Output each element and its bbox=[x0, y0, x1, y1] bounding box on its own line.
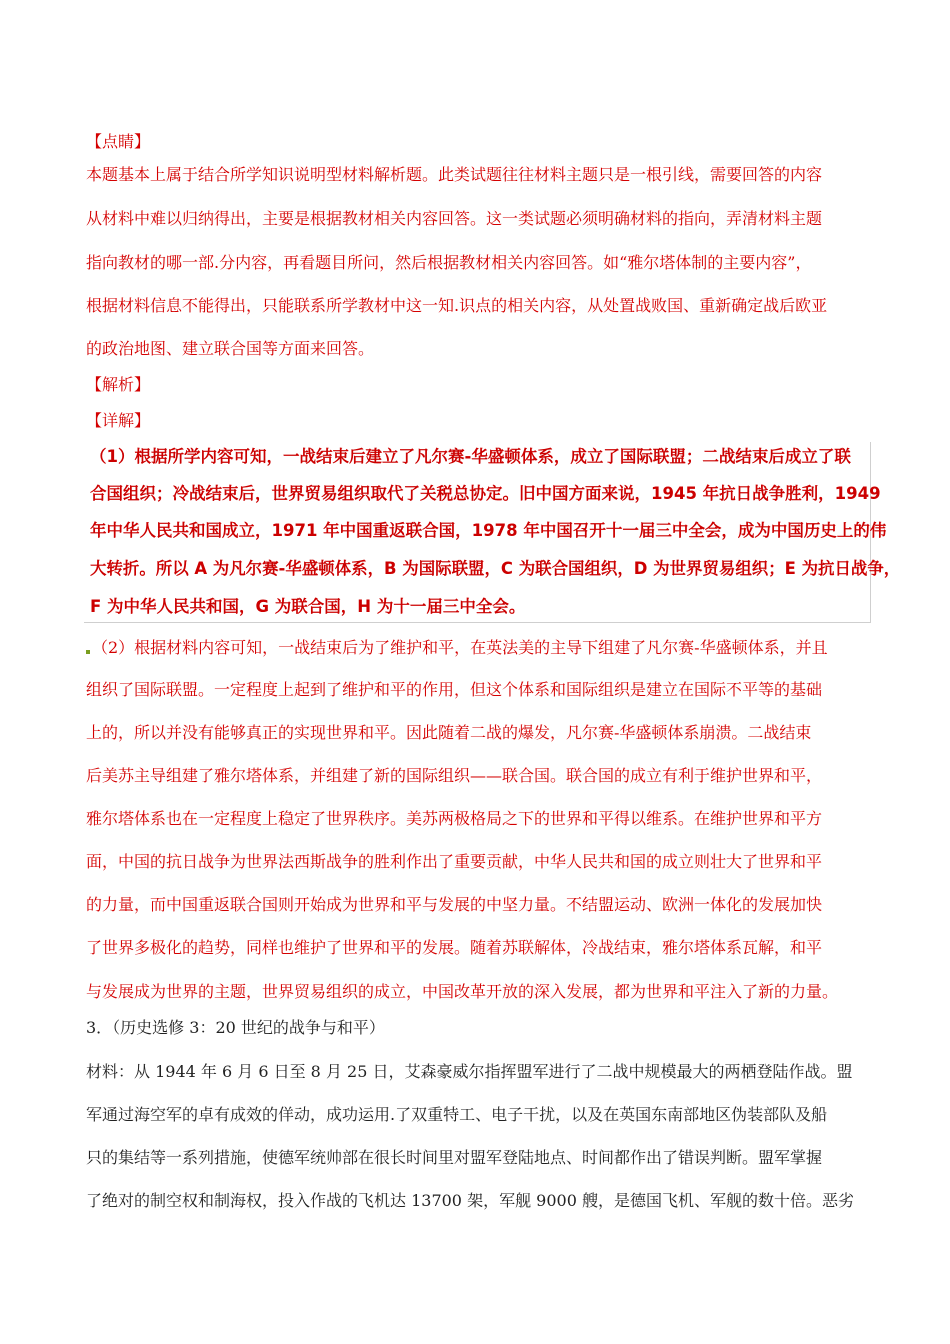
answer-part2-line-5: 雅尔塔体系也在一定程度上稳定了世界秩序。美苏两极格局之下的世界和平得以维系。在维护世界和平方 bbox=[86, 809, 823, 828]
dianjing-line-1: 本题基本上属于结合所学知识说明型材料解析题。此类试题往往材料主题只是一根引线，需要回答的内容 bbox=[86, 165, 823, 184]
dianjing-line-3: 指向教材的哪一部.分内容，再看题目所问，然后根据教材相关内容回答。如“雅尔塔体制的主要内容”， bbox=[86, 253, 812, 272]
answer-part2-line-8: 了世界多极化的趋势，同样也维护了世界和平的发展。随着苏联解体，冷战结束，雅尔塔体系瓦解，和平 bbox=[86, 938, 823, 957]
question-3-line-3: 只的集结等一系列措施，使德军统帅部在很长时间里对盟军登陆地点、时间都作出了错误判断。盟军掌握 bbox=[86, 1148, 823, 1167]
question-3-line-2: 军通过海空军的卓有成效的佯动，成功运用.了双重特工、电子干扰，以及在英国东南部地区伪装部队及船 bbox=[86, 1105, 828, 1124]
answer-part1-line-1: （1）根据所学内容可知，一战结束后建立了凡尔赛-华盛顿体系，成立了国际联盟；二战结束后成立了联 bbox=[90, 447, 851, 466]
answer-part2-line-4: 后美苏主导组建了雅尔塔体系，并组建了新的国际组织——联合国。联合国的成立有利于维护世界和平， bbox=[86, 766, 823, 785]
paragraph-marker-icon bbox=[86, 650, 90, 654]
dianjing-line-5: 的政治地图、建立联合国等方面来回答。 bbox=[86, 339, 375, 358]
dianjing-line-2: 从材料中难以归纳得出，主要是根据教材相关内容回答。这一类试题必须明确材料的指向，弄清材料主题 bbox=[86, 209, 823, 228]
answer-part1-line-3: 年中华人民共和国成立，1971 年中国重返联合国，1978 年中国召开十一届三中全会，成为中国历史上的伟 bbox=[90, 521, 887, 540]
answer-part1-line-2: 合国组织；冷战结束后，世界贸易组织取代了关税总协定。旧中国方面来说，1945 年抗日战争胜利，1949 bbox=[90, 484, 881, 503]
question-3-title: 3．（历史选修 3：20 世纪的战争与和平） bbox=[86, 1018, 385, 1037]
jiexi-heading: 【解析】 bbox=[86, 375, 151, 394]
answer-part2-line-6: 面，中国的抗日战争为世界法西斯战争的胜利作出了重要贡献，中华人民共和国的成立则壮大了世界和平 bbox=[86, 852, 823, 871]
dianjing-line-4: 根据材料信息不能得出，只能联系所学教材中这一知.识点的相关内容，从处置战败国、重新确定战后欧亚 bbox=[86, 296, 828, 315]
answer-part1-line-4: 大转折。所以 A 为凡尔赛-华盛顿体系，B 为国际联盟，C 为联合国组织，D 为世界贸易组织；E 为抗日战争， bbox=[90, 559, 901, 578]
dianjing-heading: 【点睛】 bbox=[86, 132, 151, 151]
xiangjie-heading: 【详解】 bbox=[86, 411, 151, 430]
question-3-line-4: 了绝对的制空权和制海权，投入作战的飞机达 13700 架，军舰 9000 艘，是德国飞机、军舰的数十倍。恶劣 bbox=[86, 1191, 854, 1210]
answer-part1-line-5: F 为中华人民共和国，G 为联合国，H 为十一届三中全会。 bbox=[90, 597, 526, 616]
answer-part2-line-1: （2）根据材料内容可知，一战结束后为了维护和平，在英法美的主导下组建了凡尔赛-华盛顿体系，并且 bbox=[92, 638, 828, 657]
answer-part2-line-9: 与发展成为世界的主题，世界贸易组织的成立，中国改革开放的深入发展，都为世界和平注入了新的力量。 bbox=[86, 982, 839, 1001]
answer-part2-line-3: 上的，所以并没有能够真正的实现世界和平。因此随着二战的爆发，凡尔赛-华盛顿体系崩溃。二战结束 bbox=[86, 723, 812, 742]
question-3-line-1: 材料：从 1944 年 6 月 6 日至 8 月 25 日，艾森豪威尔指挥盟军进行了二战中规模最大的两栖登陆作战。盟 bbox=[86, 1062, 853, 1081]
answer-part2-line-7: 的力量，而中国重返联合国则开始成为世界和平与发展的中坚力量。不结盟运动、欧洲一体化的发展加快 bbox=[86, 895, 823, 914]
answer-part2-line-2: 组织了国际联盟。一定程度上起到了维护和平的作用，但这个体系和国际组织是建立在国际不平等的基础 bbox=[86, 680, 823, 699]
